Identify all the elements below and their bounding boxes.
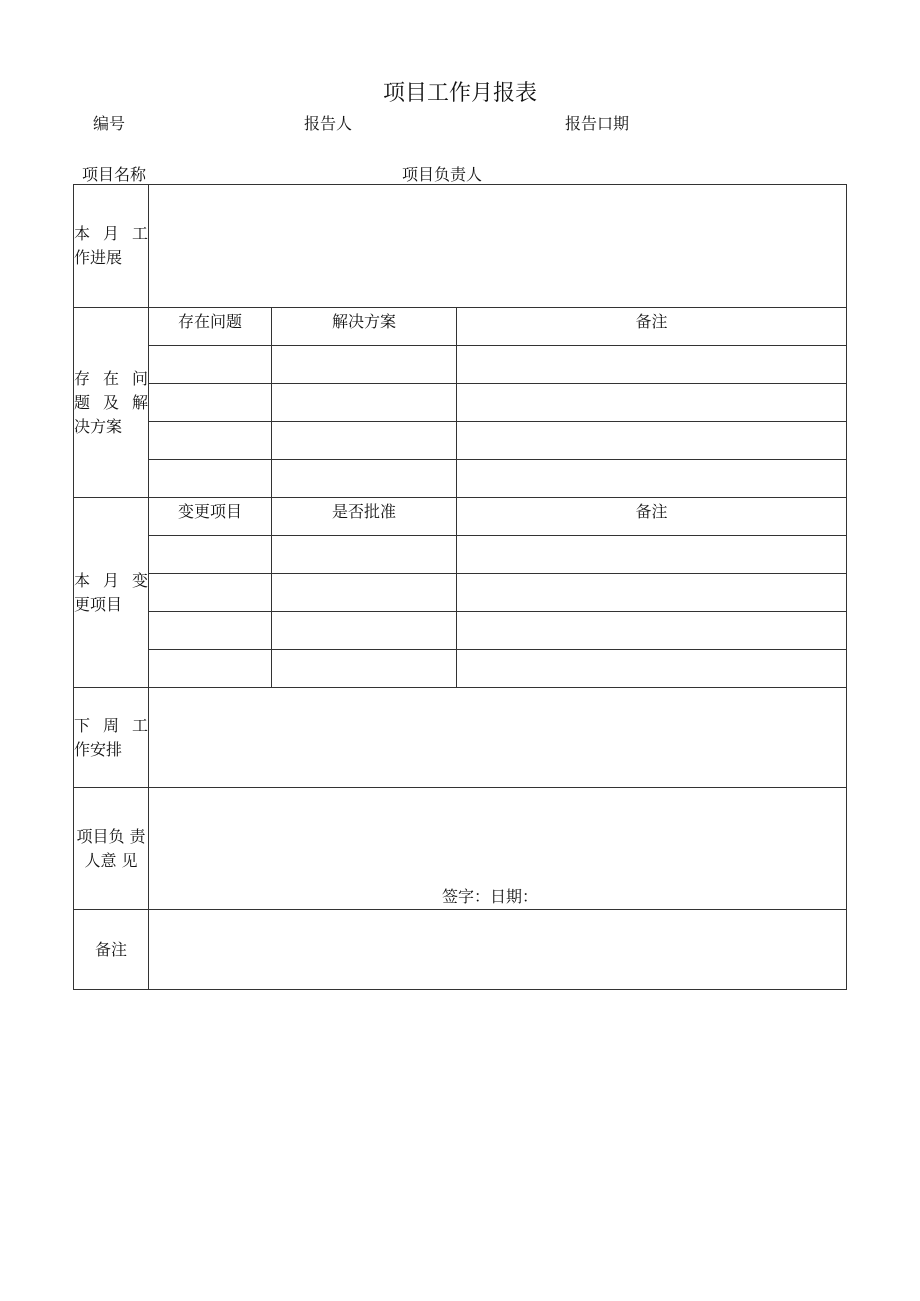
issue-solution-cell[interactable]	[272, 422, 457, 460]
changes-label: 本 月 变 更项目	[74, 498, 149, 688]
change-remark-cell[interactable]	[457, 536, 847, 574]
lead-opinion-label: 项目负 责人意 见	[74, 788, 149, 910]
issue-problem-cell[interactable]	[149, 460, 272, 498]
report-form-table	[73, 184, 847, 990]
change-approved-cell[interactable]	[272, 612, 457, 650]
changes-header-approved: 是否批准	[272, 498, 457, 536]
issue-remark-cell[interactable]	[457, 460, 847, 498]
remarks-label: 备注	[74, 910, 149, 990]
table-row	[74, 346, 847, 384]
changes-header-remark: 备注	[457, 498, 847, 536]
table-row	[74, 460, 847, 498]
issue-solution-cell[interactable]	[272, 460, 457, 498]
reporter-label: 报告人	[304, 114, 353, 133]
change-remark-cell[interactable]	[457, 650, 847, 688]
table-row	[74, 384, 847, 422]
change-approved-cell[interactable]	[272, 536, 457, 574]
change-approved-cell[interactable]	[272, 650, 457, 688]
issue-solution-cell[interactable]	[272, 346, 457, 384]
change-item-cell[interactable]	[149, 574, 272, 612]
issue-problem-cell[interactable]	[149, 346, 272, 384]
issues-header-row	[74, 308, 847, 346]
next-week-content-cell[interactable]	[149, 688, 847, 788]
issue-problem-cell[interactable]	[149, 422, 272, 460]
lead-opinion-row	[74, 788, 847, 910]
issue-remark-cell[interactable]	[457, 422, 847, 460]
issue-remark-cell[interactable]	[457, 346, 847, 384]
signature-date-label: 签字：日期：	[442, 887, 539, 906]
report-date-label: 报告口期	[565, 114, 630, 133]
issue-problem-cell[interactable]	[149, 384, 272, 422]
issue-remark-cell[interactable]	[457, 384, 847, 422]
project-name-label: 项目名称	[82, 165, 147, 184]
remarks-content-cell[interactable]	[149, 910, 847, 990]
next-week-row	[74, 688, 847, 788]
lead-opinion-content-cell[interactable]	[149, 788, 847, 910]
changes-header-item: 变更项目	[149, 498, 272, 536]
progress-content-cell[interactable]	[149, 185, 847, 308]
change-remark-cell[interactable]	[457, 574, 847, 612]
issue-solution-cell[interactable]	[272, 384, 457, 422]
table-row	[74, 536, 847, 574]
table-row	[74, 574, 847, 612]
change-item-cell[interactable]	[149, 650, 272, 688]
number-label: 编号	[93, 114, 126, 133]
change-remark-cell[interactable]	[457, 612, 847, 650]
next-week-label: 下 周 工 作安排	[74, 688, 149, 788]
changes-header-row	[74, 498, 847, 536]
issues-label: 存 在 问 题 及 解 决方案	[74, 308, 149, 498]
issues-header-problem: 存在问题	[149, 308, 272, 346]
project-lead-label: 项目负责人	[402, 165, 483, 184]
table-row	[74, 612, 847, 650]
table-row	[74, 650, 847, 688]
remarks-row	[74, 910, 847, 990]
progress-row	[74, 185, 847, 308]
progress-label: 本 月 工 作进展	[74, 185, 149, 308]
change-approved-cell[interactable]	[272, 574, 457, 612]
table-row	[74, 422, 847, 460]
page-title: 项目工作月报表	[382, 81, 537, 106]
change-item-cell[interactable]	[149, 612, 272, 650]
issues-header-solution: 解决方案	[272, 308, 457, 346]
change-item-cell[interactable]	[149, 536, 272, 574]
issues-header-remark: 备注	[457, 308, 847, 346]
